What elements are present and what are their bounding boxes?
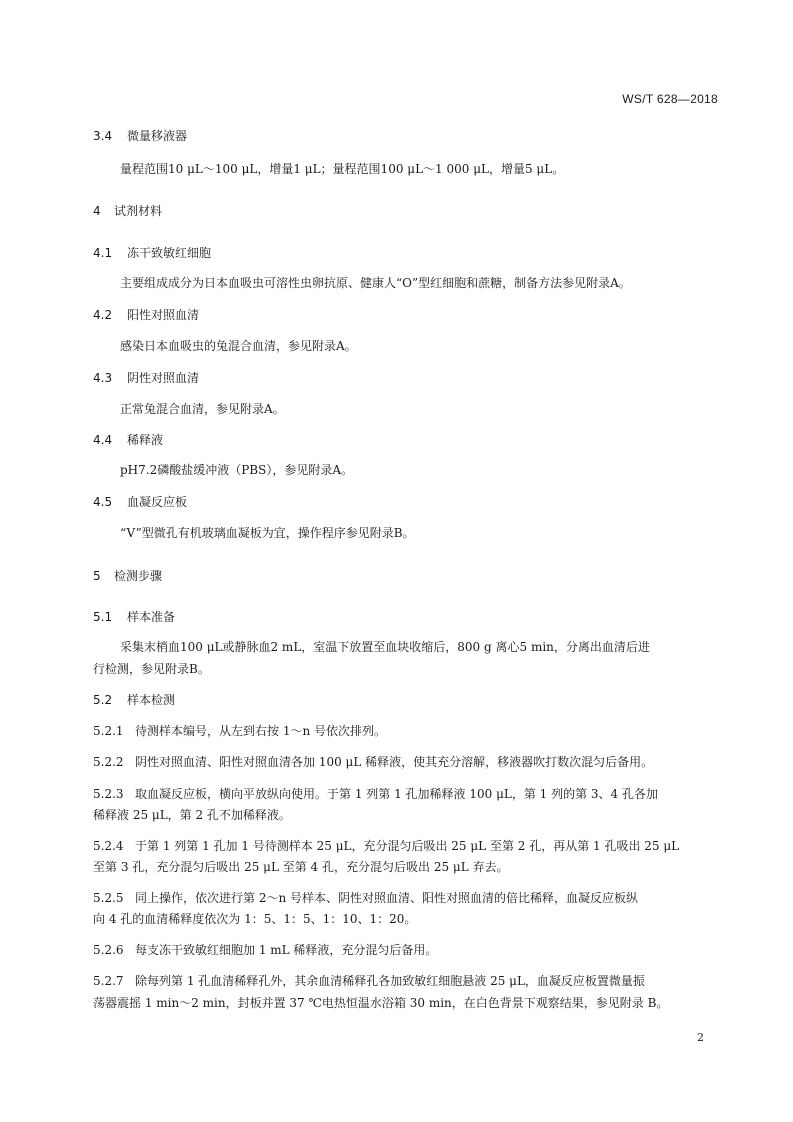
heading-4 [93, 201, 162, 221]
paragraph: “V”型微孔有机玻璃血凝板为宜，操作程序参见附录B。 [120, 526, 415, 540]
heading-title: 稀释液 [127, 433, 164, 447]
running-header: WS/T 628—2018 [622, 92, 718, 106]
step-number: 5.2.1 [93, 724, 124, 738]
heading-title: 样本准备 [127, 610, 176, 624]
heading-4-1 [93, 243, 211, 263]
paragraph: 正常兔混合血清，参见附录A。 [120, 402, 285, 416]
heading-title: 试剂材料 [114, 204, 163, 218]
heading-number: 3.4 [93, 129, 113, 143]
step-5-2-2 [93, 752, 653, 772]
heading-number: 4.5 [93, 495, 113, 509]
step-text: 除每列第 1 孔血清稀释孔外，其余血清稀释孔各加致敏红细胞悬液 25 μL，血凝反应板置微量振 [135, 974, 645, 988]
heading-number: 4 [93, 204, 101, 218]
step-number: 5.2.6 [93, 943, 124, 957]
step-number: 5.2.2 [93, 755, 124, 769]
step-number: 5.2.4 [93, 839, 124, 853]
heading-number: 4.1 [93, 246, 113, 260]
step-number: 5.2.5 [93, 891, 124, 905]
heading-number: 4.3 [93, 371, 113, 385]
step-5-2-6 [93, 940, 437, 960]
paragraph-continuation: 行检测，参见附录B。 [93, 662, 210, 676]
step-number: 5.2.7 [93, 974, 124, 988]
paragraph: 主要组成成分为日本血吸虫可溶性虫卵抗原、健康人“O”型红细胞和蔗糖，制备方法参见附录A。 [120, 276, 631, 290]
step-5-2-1 [93, 721, 386, 741]
paragraph: 感染日本血吸虫的兔混合血清，参见附录A。 [120, 339, 357, 353]
step-text: 每支冻干致敏红细胞加 1 mL 稀释液，充分混匀后备用。 [135, 943, 438, 957]
heading-title: 冻干致敏红细胞 [127, 246, 212, 260]
heading-4-5 [93, 492, 187, 512]
step-text: 阴性对照血清、阳性对照血清各加 100 μL 稀释液，使其充分溶解，移液器吹打数次混匀后备用。 [135, 755, 654, 769]
heading-number: 5 [93, 569, 101, 583]
heading-title: 样本检测 [127, 693, 176, 707]
step-continuation: 至第 3 孔，充分混匀后吸出 25 μL 至第 4 孔，充分混匀后吸出 25 μL 弃去。 [93, 860, 509, 874]
step-number: 5.2.3 [93, 787, 124, 801]
heading-4-3 [93, 368, 199, 388]
step-continuation: 向 4 孔的血清稀释度依次为 1：5、1：5、1：10、1：20。 [93, 912, 417, 926]
step-text: 同上操作，依次进行第 2～n 号样本、阴性对照血清、阳性对照血清的倍比稀释，血凝反应板纵 [135, 891, 638, 905]
step-5-2-5 [93, 888, 638, 908]
step-continuation: 稀释液 25 μL，第 2 孔不加稀释液。 [93, 808, 291, 822]
step-5-2-4 [93, 836, 679, 856]
heading-number: 4.4 [93, 433, 113, 447]
step-5-2-7 [93, 971, 645, 991]
heading-title: 检测步骤 [114, 569, 163, 583]
heading-title: 阳性对照血清 [127, 308, 200, 322]
heading-title: 微量移液器 [127, 129, 188, 143]
step-text: 取血凝反应板，横向平放纵向使用。于第 1 列第 1 孔加稀释液 100 μL，第 1 列的第 3、4 孔各加 [135, 787, 658, 801]
heading-3-4 [93, 126, 187, 146]
paragraph: pH7.2磷酸盐缓冲液（PBS），参见附录A。 [120, 463, 354, 477]
page-number: 2 [697, 1031, 704, 1044]
paragraph: 量程范围10 μL～100 μL，增量1 μL；量程范围100 μL～1 000 μL，增量5 μL。 [120, 162, 565, 176]
heading-4-2 [93, 305, 199, 325]
heading-number: 5.1 [93, 610, 113, 624]
heading-4-4 [93, 430, 163, 450]
heading-title: 阴性对照血清 [127, 371, 200, 385]
heading-5-1 [93, 607, 175, 627]
heading-number: 5.2 [93, 693, 113, 707]
heading-number: 4.2 [93, 308, 113, 322]
step-5-2-3 [93, 784, 658, 804]
heading-title: 血凝反应板 [127, 495, 188, 509]
step-continuation: 荡器震摇 1 min～2 min，封板并置 37 ℃电热恒温水浴箱 30 min，在白色背景下观察结果，参见附录 B。 [93, 996, 669, 1010]
heading-5-2 [93, 690, 175, 710]
paragraph: 采集末梢血100 μL或静脉血2 mL，室温下放置至血块收缩后，800 g 离心5 min，分离出血清后进 [120, 640, 650, 654]
step-text: 于第 1 列第 1 孔加 1 号待测样本 25 μL，充分混匀后吸出 25 μL 至第 2 孔，再从第 1 孔吸出 25 μL [135, 839, 680, 853]
step-text: 待测样本编号，从左到右按 1～n 号依次排列。 [135, 724, 386, 738]
heading-5 [93, 566, 162, 586]
